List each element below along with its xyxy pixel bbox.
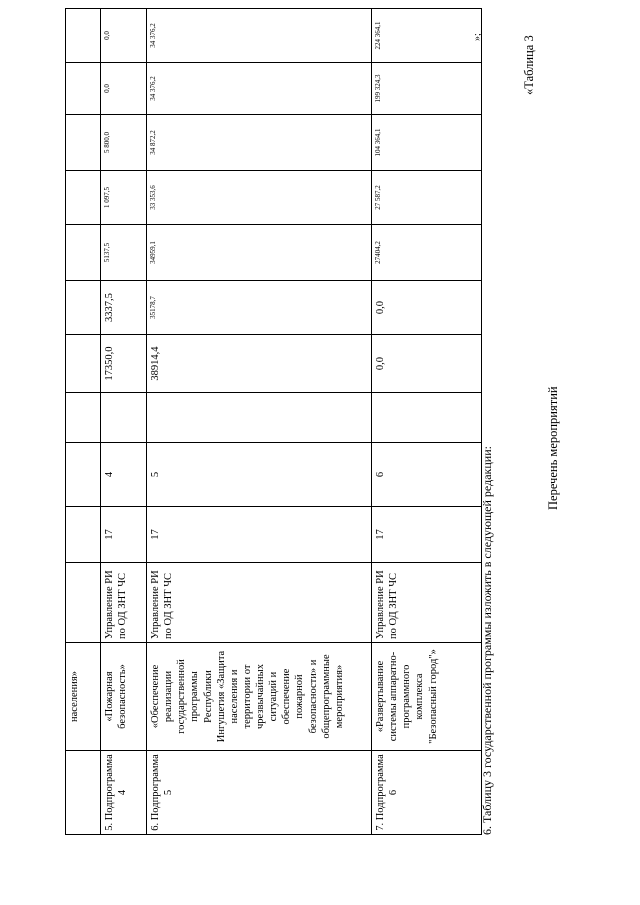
cell-value: 33 353,6 [147,171,372,225]
cell-value: 5137,5 [101,225,147,281]
cell-value: 1 097,5 [101,171,147,225]
cell-value: 0,0 [101,9,147,63]
table-row [101,9,147,835]
cell-number: 5. Подпрограмма 4 [101,751,147,835]
cell-name: «Пожарная безопасность» [101,643,147,751]
table-row [372,9,482,835]
cell-value: 0,0 [101,63,147,115]
amendment-instruction: 6. Таблицу 3 государственной программы изложить в следующей редакции: [480,446,494,835]
cell-value: 27 587,2 [372,171,482,225]
cell-name: «Развертывание системы аппаратно-программного комплекса "Безопасный город"» [372,643,482,751]
list-title: Перечень мероприятий [546,386,560,510]
cell-number: 7. Подпрограмма 6 [372,751,482,835]
cell-value: 0,0 [372,281,482,335]
cell-value: 34959,1 [147,225,372,281]
cell-value: 224 364,1 [372,9,482,63]
cell-value: 35178,7 [147,281,372,335]
cell-value: 27404,2 [372,225,482,281]
program-table [65,8,482,835]
cell-number: 6. Подпрограмма 5 [147,751,372,835]
cell-code: 6 [372,443,482,507]
cell-value: 17350,0 [101,335,147,393]
cell-code: 17 [147,507,372,563]
table-row [147,9,372,835]
cell-executor: Управление РИ по ОД ЗНТ ЧС [101,563,147,643]
cell-code: 5 [147,443,372,507]
cell-value: 34 376,2 [147,9,372,63]
cell-code [372,393,482,443]
cell-value: 5 800,0 [101,115,147,171]
cell-executor: Управление РИ по ОД ЗНТ ЧС [372,563,482,643]
cell-code [147,393,372,443]
cell-name: «Обеспечение реализации государственной программы Республики Ингушетия «Защита населения и территории от чрезвычайных ситуаций и обеспечение пожарной безопасности» и общепрограммные мероприятия» [147,643,372,751]
cell-value: 199 324,3 [372,63,482,115]
cell-value: 38914,4 [147,335,372,393]
cell-name: населения» [66,643,101,751]
cell-code: 17 [372,507,482,563]
table-3-label: «Таблица 3 [522,35,536,95]
cell-code: 4 [101,443,147,507]
table-row [66,9,101,835]
cell-code [101,393,147,443]
cell-value: 104 364,1 [372,115,482,171]
closing-quote: »; [472,33,483,41]
cell-value: 34 376,2 [147,63,372,115]
cell-value: 0,0 [372,335,482,393]
cell-value: 3337,5 [101,281,147,335]
cell-value: 34 872,2 [147,115,372,171]
cell-executor: Управление РИ по ОД ЗНТ ЧС [147,563,372,643]
cell-code: 17 [101,507,147,563]
